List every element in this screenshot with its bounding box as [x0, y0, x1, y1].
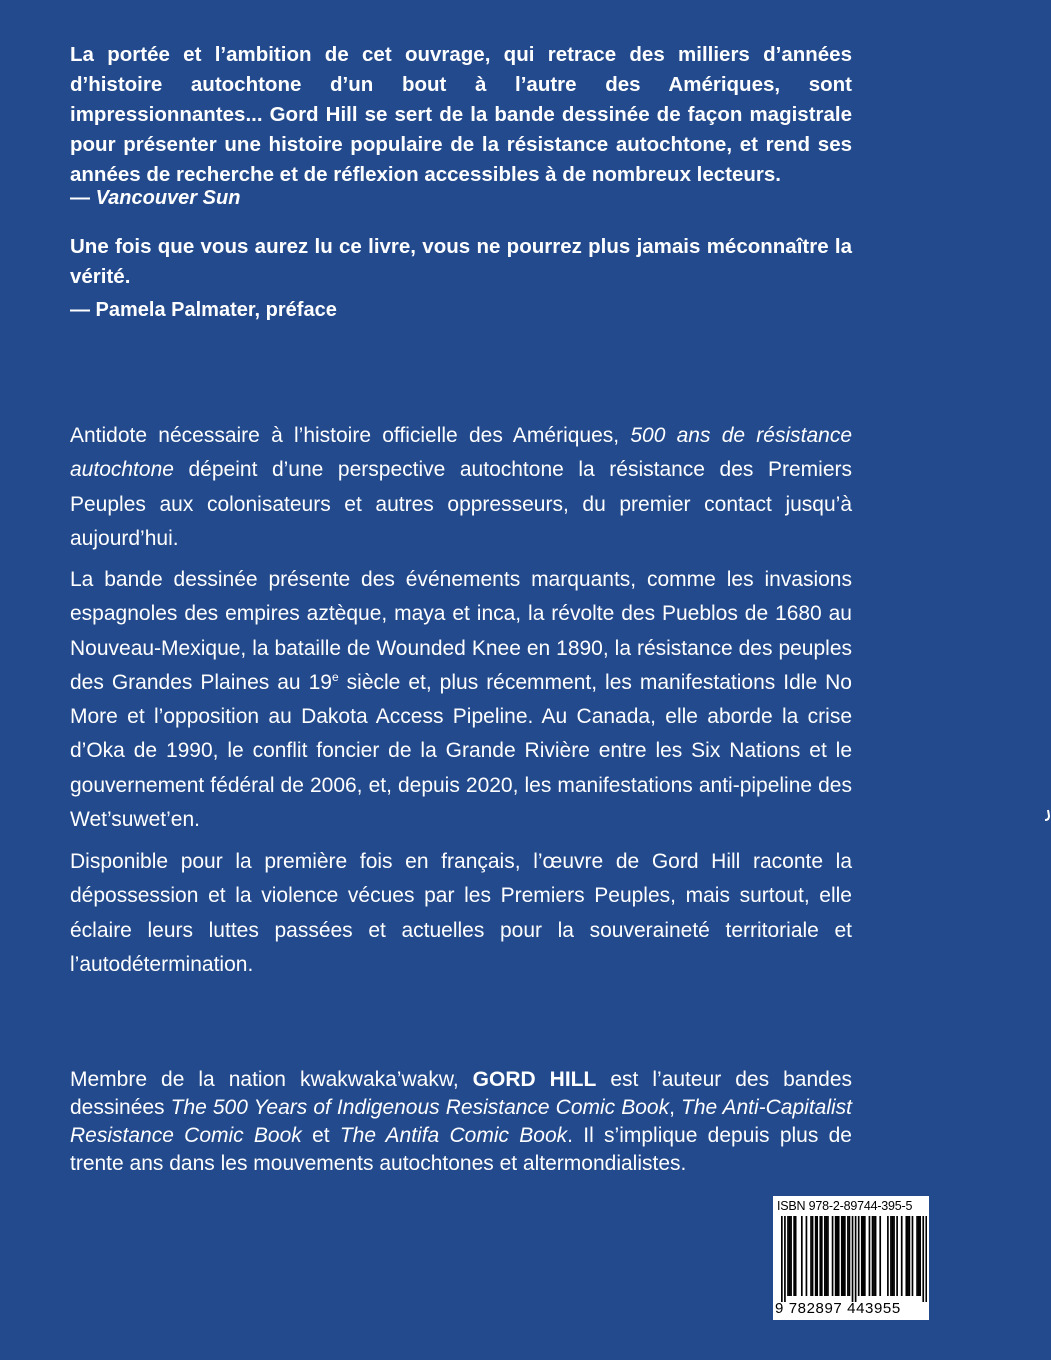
barcode-bar: [869, 1216, 871, 1296]
barcode-bar: [872, 1216, 874, 1296]
barcode-bar: [879, 1216, 881, 1296]
barcode-bar: [819, 1216, 821, 1296]
barcode-bar: [861, 1216, 863, 1296]
barcode-bar: [789, 1216, 791, 1296]
source-name: Vancouver Sun: [95, 187, 241, 209]
barcode-bar: [909, 1216, 911, 1296]
barcode-bar: [784, 1216, 786, 1302]
barcode-bar: [844, 1216, 846, 1296]
barcode-bar: [835, 1216, 837, 1296]
review-quote-vancouver-sun: La portée et l’ambition de cet ouvrage, qui retrace des milliers d’années d’histoire autochtone d’un bout à l’autre des Amériques, sont impressionnantes... Gord Hill se sert de la bande dessinée de façon magistrale pour présenter une histoire populaire de la résistance autochtone, et rend ses années de recherche et de réflexion accessibles à de nombreux lecteurs.: [70, 43, 852, 186]
barcode-bar: [815, 1216, 817, 1296]
barcode-bar: [849, 1216, 851, 1296]
barcode-bar: [806, 1216, 808, 1296]
text-run: et: [301, 1124, 340, 1147]
barcode-bar: [912, 1216, 914, 1296]
barcode-bar: [907, 1216, 909, 1296]
barcode-bar: [893, 1216, 895, 1296]
edge-mark: [1043, 808, 1051, 822]
barcode-bar: [781, 1216, 783, 1302]
barcode-bar: [890, 1216, 892, 1296]
barcode-bar: [793, 1216, 795, 1296]
author-bio: [70, 1066, 852, 1178]
barcode-bar: [852, 1216, 854, 1302]
book-title: 500 ans de résistance autochtone: [70, 424, 853, 482]
text-run: Membre de la nation kwakwaka’wakw,: [70, 1068, 473, 1091]
description-paragraph-1: [70, 419, 852, 556]
barcode-bar: [905, 1216, 907, 1296]
barcode-bar: [795, 1216, 797, 1296]
text-run: siècle et, plus récemment, les manifestations Idle No More et l’opposition au Dakota Access Pipeline. Au Canada, elle aborde la crise d’Oka de 1990, le conflit foncier de la Grande Rivière entre les Six Nations et le gouvernement fédéral de 2006, et, depuis 2020, les manifestations anti-pipeline des Wet’suwet’en.: [70, 670, 852, 832]
barcode-bar: [862, 1216, 864, 1296]
text-run: dépeint d’une perspective autochtone la résistance des Premiers Peuples aux colonisateurs et autres oppresseurs, du premier contact jusqu’à aujourd’hui.: [70, 458, 852, 550]
barcode-bar: [875, 1216, 877, 1296]
author-name: GORD HILL: [472, 1068, 597, 1091]
barcode-bar: [826, 1216, 828, 1296]
barcode-bar: [841, 1216, 843, 1296]
book-title: The Antifa Comic Book: [339, 1124, 568, 1147]
barcode-bar: [873, 1216, 875, 1296]
barcode-bar: [896, 1216, 898, 1296]
barcode-bar: [864, 1216, 866, 1296]
book-title: The 500 Years of Indigenous Resistance Comic Book: [170, 1096, 670, 1119]
review-source-palmater: — Pamela Palmater, préface: [70, 299, 337, 321]
barcode-bar: [832, 1216, 834, 1296]
barcode-bars: [781, 1216, 927, 1302]
barcode-bar: [916, 1216, 918, 1296]
barcode-bar: [801, 1216, 803, 1296]
barcode-bar: [842, 1216, 844, 1296]
description-paragraph-2: [70, 563, 852, 837]
barcode-bar: [787, 1216, 789, 1296]
text-run: est l’auteur des bandes dessinées: [70, 1068, 852, 1119]
barcode-bar: [812, 1216, 814, 1296]
barcode-bar: [918, 1216, 920, 1296]
quote-dash: —: [70, 187, 96, 209]
barcode-bar: [816, 1216, 818, 1296]
barcode-bar: [838, 1216, 840, 1296]
barcode-bar: [824, 1216, 826, 1296]
isbn-barcode: [773, 1196, 929, 1320]
text-run: . Il s’implique depuis plus de trente ans dans les mouvements autochtones et altermondialistes.: [70, 1124, 852, 1175]
book-title: The Anti-Capitalist Resistance Comic Book: [70, 1096, 853, 1147]
ordinal-superscript: e: [331, 669, 339, 684]
barcode-bar: [925, 1216, 927, 1302]
barcode-bar: [855, 1216, 857, 1302]
barcode-bar: [919, 1216, 921, 1296]
text-run: ,: [669, 1096, 681, 1119]
text-run: La bande dessinée présente des événements marquants, comme les invasions espagnoles des empires aztèque, maya et inca, la révolte des Pueblos de 1680 au Nouveau-Mexique, la bataille de Wounded Knee en 1890, la résistance des peuples des Grandes Plaines au 19: [70, 568, 852, 694]
barcode-bar: [790, 1216, 792, 1296]
isbn-label: ISBN 978-2-89744-395-5: [777, 1199, 913, 1213]
barcode-bar: [887, 1216, 889, 1296]
barcode-digits: 9 782897 443955: [775, 1300, 901, 1317]
barcode-bar: [827, 1216, 829, 1296]
barcode-bar: [836, 1216, 838, 1296]
barcode-bar: [847, 1216, 849, 1296]
barcode-bar: [922, 1216, 924, 1302]
barcode-bar: [821, 1216, 823, 1296]
barcode-bar: [810, 1216, 812, 1296]
barcode-bar: [892, 1216, 894, 1296]
text-run: Antidote nécessaire à l’histoire officielle des Amériques,: [70, 424, 631, 447]
review-source-vancouver-sun: [70, 185, 240, 211]
barcode-bar: [858, 1216, 860, 1296]
description-paragraph-3: Disponible pour la première fois en français, l’œuvre de Gord Hill raconte la dépossession et la violence vécues par les Premiers Peuples, mais surtout, elle éclaire leurs luttes passées et actuelles pour la souveraineté territoriale et l’autodétermination.: [70, 850, 852, 976]
review-quote-palmater: Une fois que vous aurez lu ce livre, vous ne pourrez plus jamais méconnaître la vérité.: [70, 235, 852, 288]
barcode-bar: [901, 1216, 903, 1296]
